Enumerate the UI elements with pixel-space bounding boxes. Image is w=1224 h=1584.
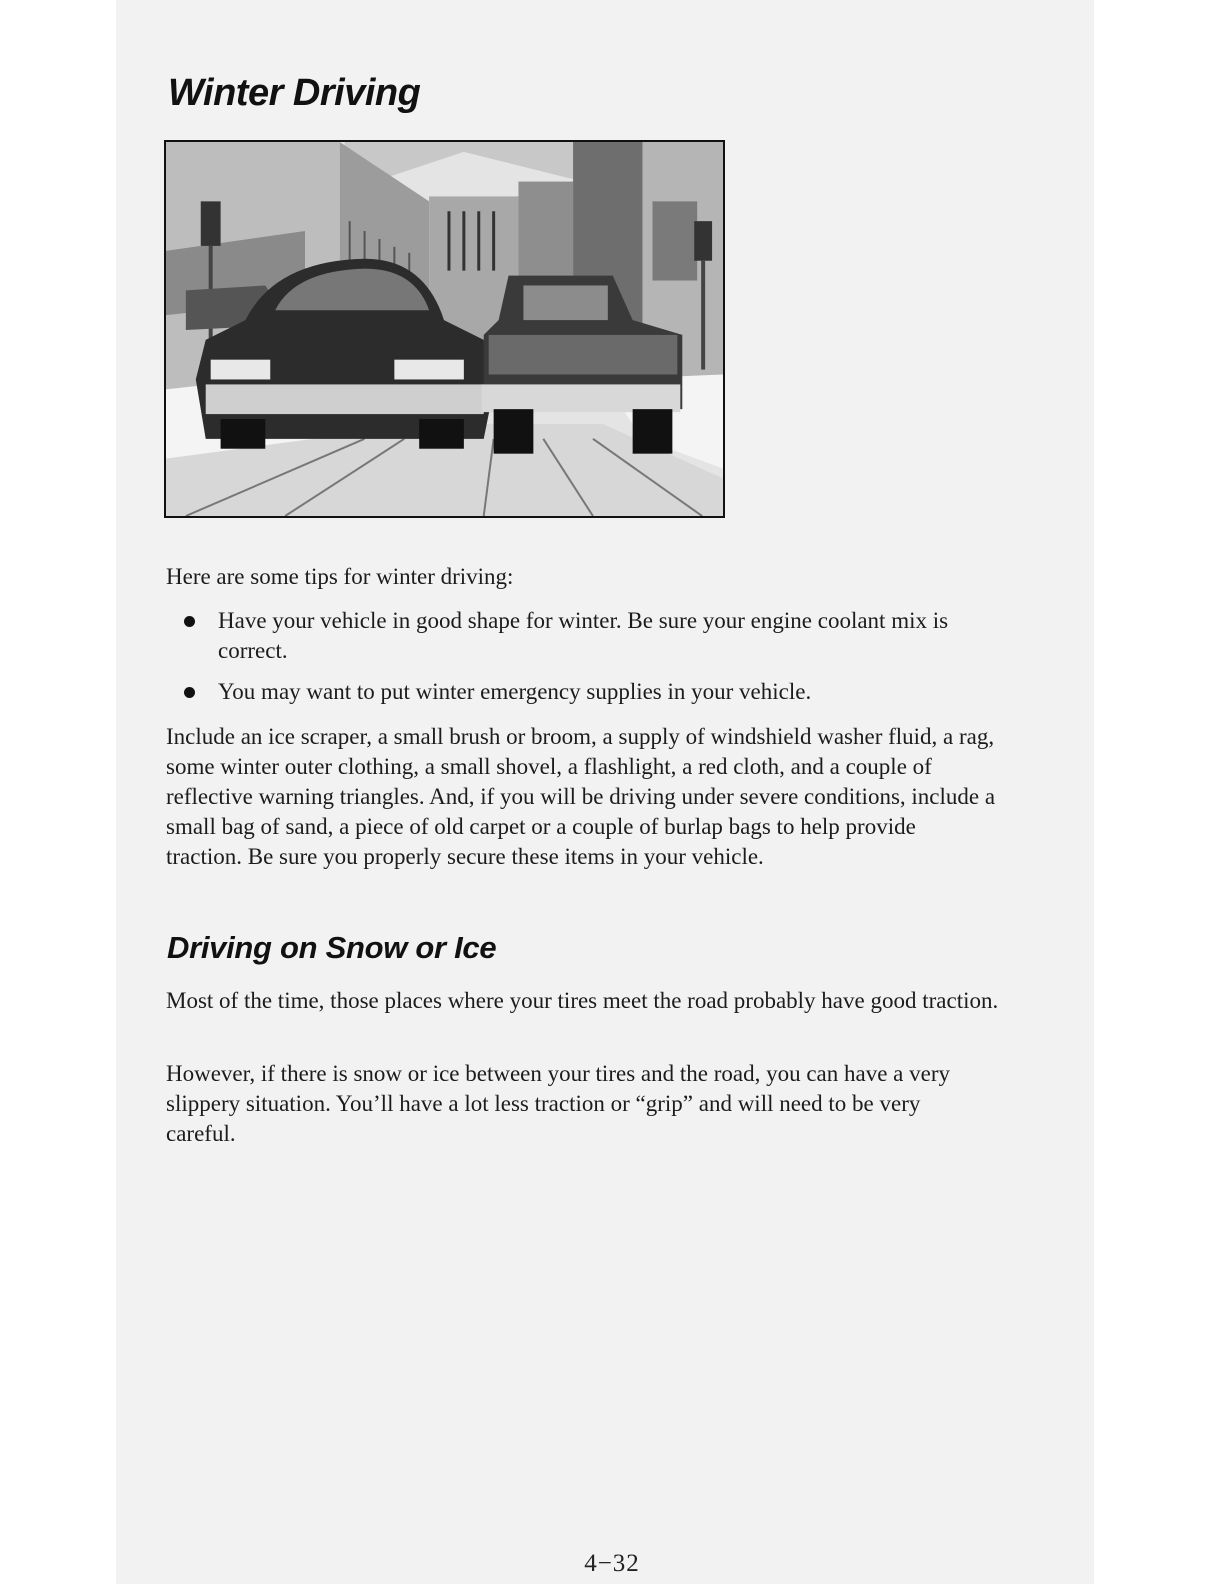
list-item	[184, 606, 984, 666]
slippery-paragraph: However, if there is snow or ice between your tires and the road, you can have a very slippery situation. You’ll have a lot less traction or “grip” and will need to be very careful.	[166, 1061, 950, 1146]
bullet-icon	[184, 687, 195, 698]
winter-street-drawing	[166, 142, 723, 516]
list-item	[184, 677, 984, 707]
bullet-icon	[184, 616, 195, 627]
traction-paragraph: Most of the time, those places where your tires meet the road probably have good traction.	[166, 988, 999, 1013]
bullet-text: You may want to put winter emergency supplies in your vehicle.	[218, 679, 812, 704]
subsection-title: Driving on Snow or Ice	[167, 930, 497, 965]
bullet-text: Have your vehicle in good shape for winter. Be sure your engine coolant mix is correct.	[218, 608, 949, 663]
intro-text: Here are some tips for winter driving:	[166, 564, 514, 589]
page-number: 4−32	[584, 1550, 640, 1577]
supplies-paragraph: Include an ice scraper, a small brush or broom, a supply of windshield washer fluid, a rag, some winter outer clothing, a small shovel, a flashlight, a red cloth, and a couple of reflective warning triangles. And, if you will be driving under severe conditions, include a small bag of sand, a piece of old carpet or a couple of burlap bags to help provide traction. Be sure you properly secure these items in your vehicle.	[166, 724, 996, 869]
section-title: Winter Driving	[168, 72, 421, 114]
winter-street-illustration	[164, 140, 725, 518]
